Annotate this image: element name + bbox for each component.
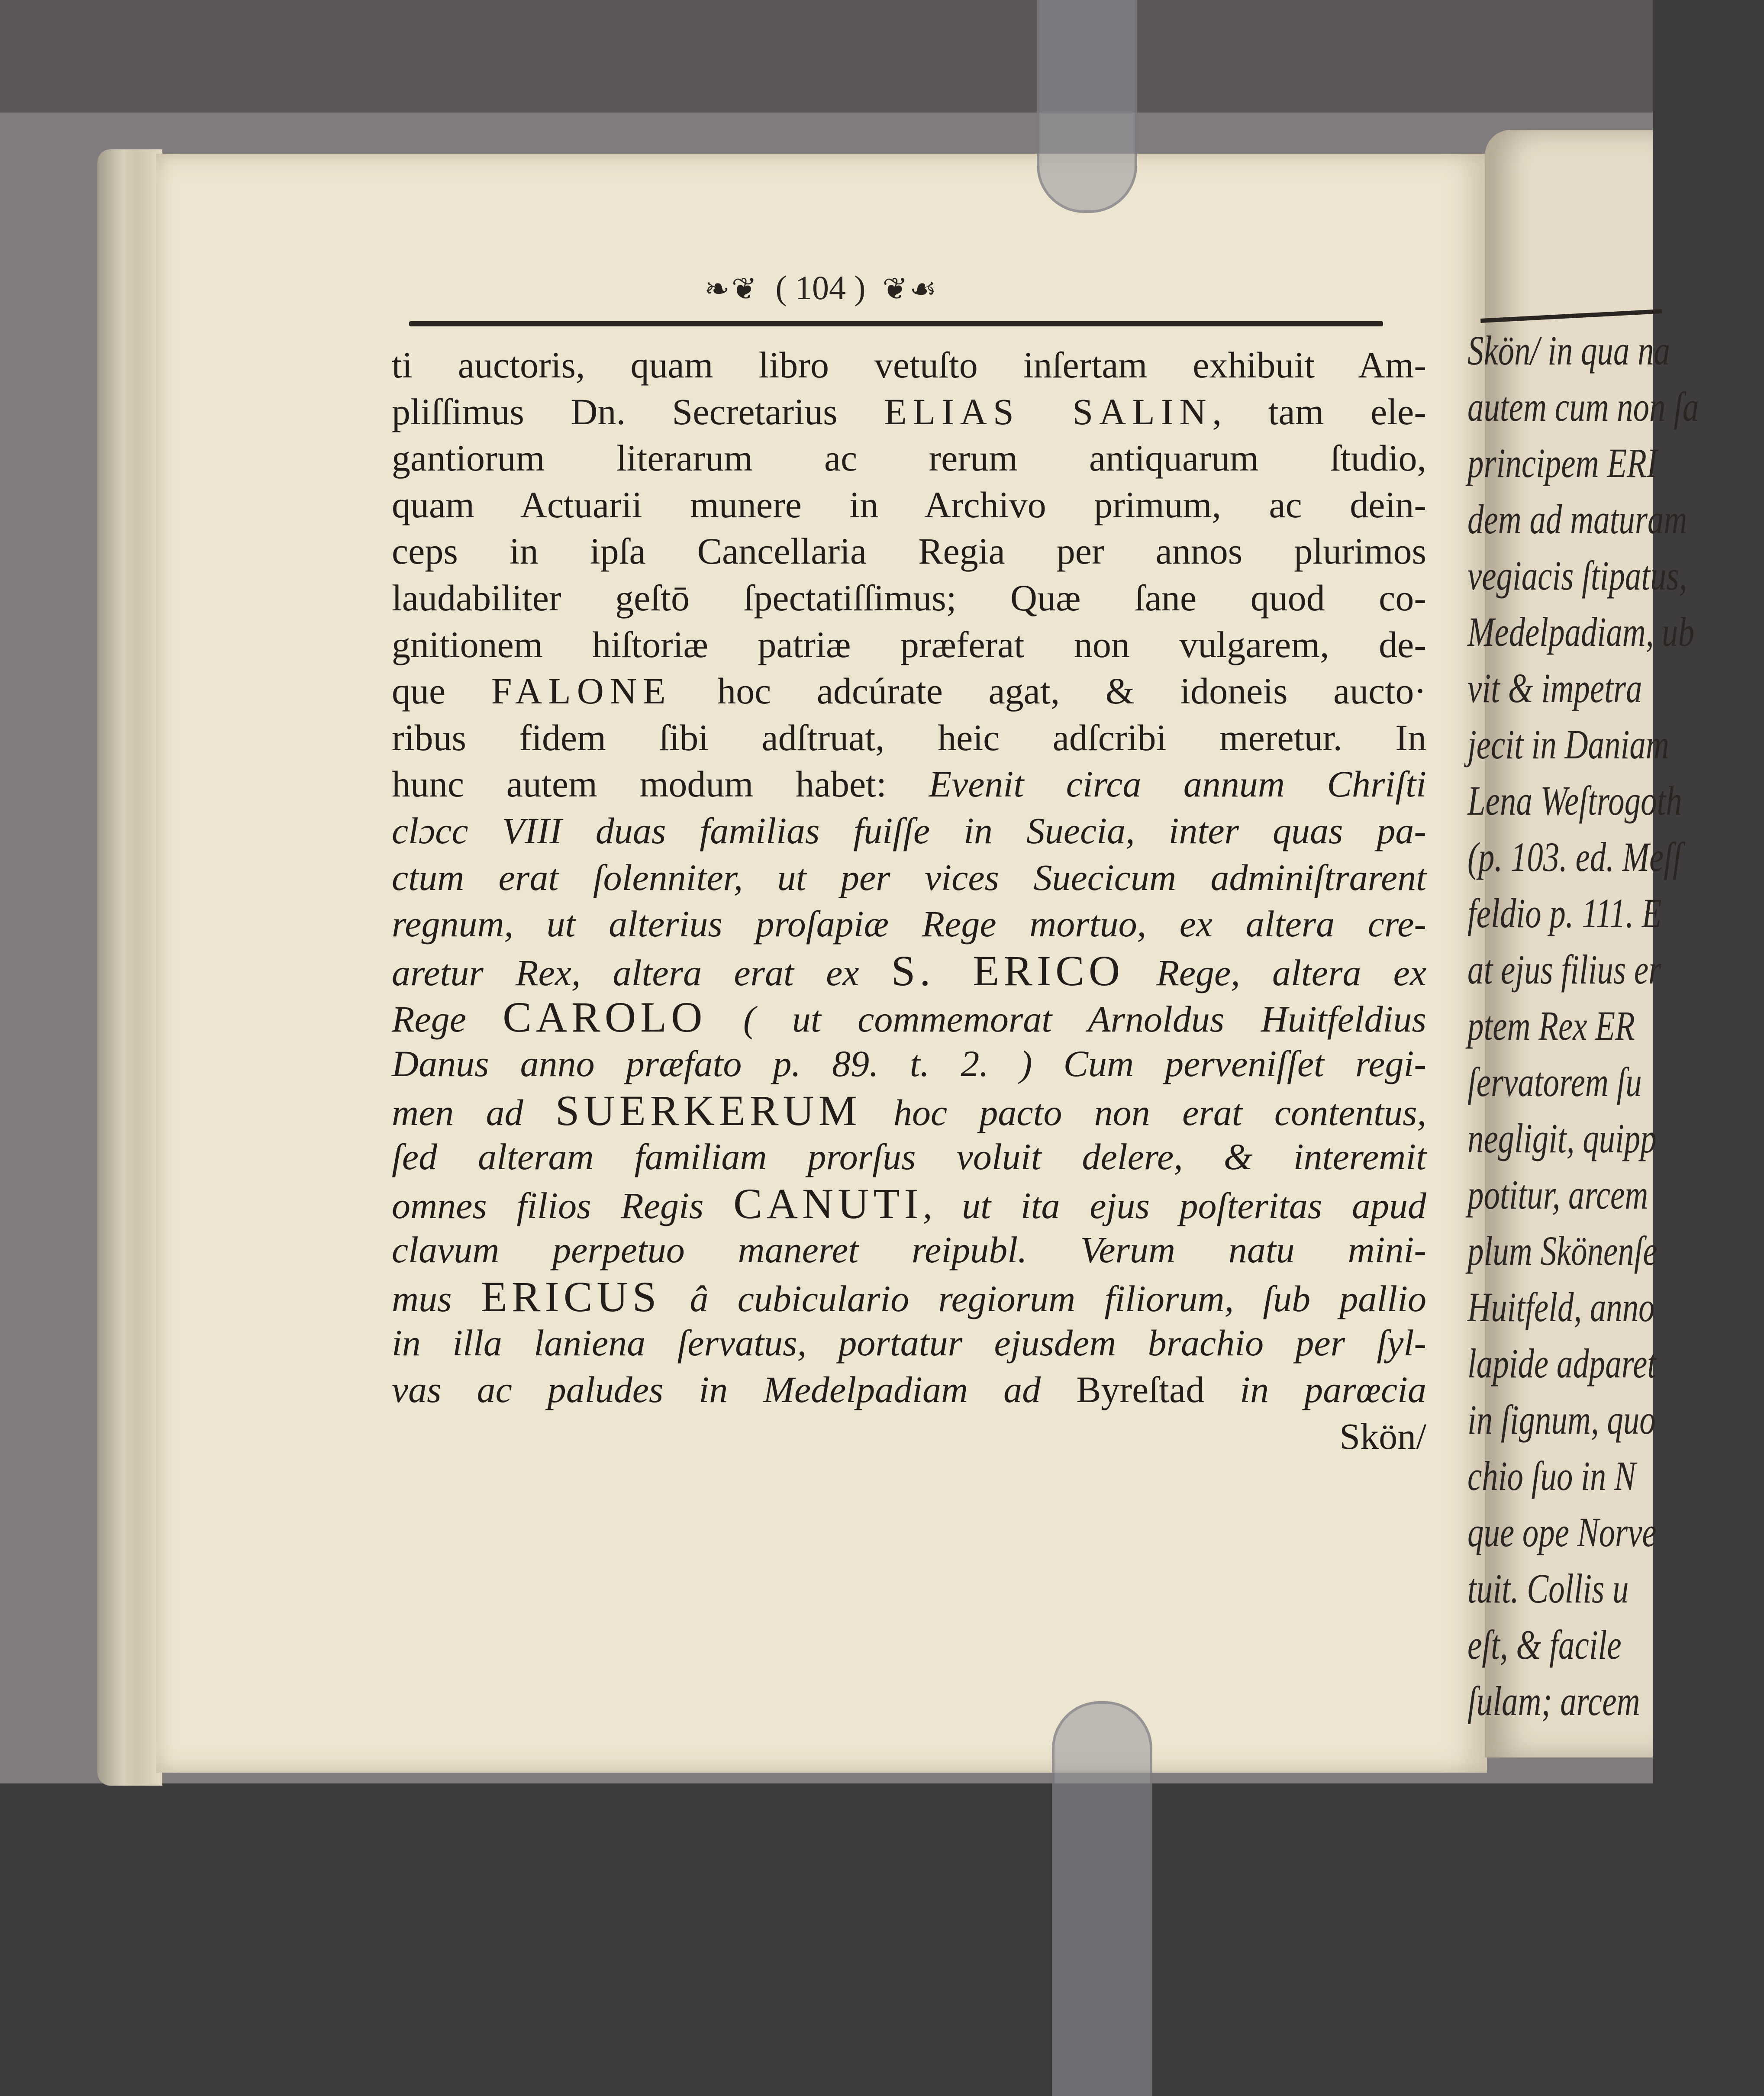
- text-segment: ELIAS SALIN: [884, 390, 1213, 432]
- text-segment: mus: [392, 1277, 481, 1319]
- text-segment: in parœcia: [1204, 1369, 1426, 1411]
- header-rule: [409, 321, 1383, 326]
- text-segment: gnitionem hiſtoriæ patriæ præferat non vulgarem, de-: [392, 623, 1426, 665]
- right-page-line: (p. 103. ed. Meſſ: [1467, 834, 1682, 880]
- text-segment: CAROLO: [503, 993, 707, 1042]
- text-line: [392, 528, 1426, 575]
- page-clip-top: [1037, 0, 1137, 213]
- text-segment: hoc adcúrate agat, & idoneis aucto·: [671, 670, 1426, 712]
- text-segment: ribus fidem ſibi adſtruat, heic adſcribi meretur. In: [392, 716, 1426, 758]
- ornament-right-icon: ❦☙: [882, 273, 938, 306]
- text-line: [392, 1041, 1426, 1087]
- text-segment: quam Actuarii munere in Archivo primum, ac dein-: [392, 484, 1426, 526]
- right-page-line: in ſignum, quo: [1467, 1396, 1656, 1443]
- text-line: [392, 761, 1426, 808]
- text-segment: S. ERICO: [891, 946, 1125, 995]
- text-segment: Danus anno præfato p. 89. t. 2. ) Cum perveniſſet regi-: [392, 1042, 1426, 1084]
- text-line: [392, 1180, 1426, 1227]
- text-segment: omnes filios Regis: [392, 1184, 734, 1226]
- text-segment: CANUTI: [733, 1179, 923, 1228]
- right-page-line: negligit, quipp: [1467, 1115, 1657, 1161]
- right-page-line: jecit in Daniam: [1467, 721, 1669, 767]
- background-top: [0, 0, 1653, 113]
- text-segment: in illa laniena ſervatus, portatur ejusdem brachio per ſyl-: [392, 1322, 1426, 1364]
- text-segment: Byreſtad: [1076, 1369, 1205, 1411]
- page-header: [156, 268, 1487, 307]
- text-line: [392, 948, 1426, 994]
- text-line: [392, 342, 1426, 389]
- text-segment: men ad: [392, 1091, 555, 1133]
- right-page-line: feldio p. 111. E: [1467, 890, 1662, 936]
- text-line: [392, 1227, 1426, 1274]
- right-page-line: ſulam; arcem: [1467, 1678, 1640, 1724]
- text-line: [392, 1367, 1426, 1413]
- text-line: [392, 1274, 1426, 1320]
- text-segment: hoc pacto non erat contentus,: [861, 1091, 1427, 1133]
- right-page-line: Medelpadiam, ub: [1467, 609, 1695, 655]
- text-segment: ſed alteram familiam prorſus voluit delere, & interemit: [392, 1136, 1426, 1178]
- text-line: [392, 482, 1426, 529]
- right-page-line: eſt, & facile: [1467, 1622, 1622, 1668]
- catchword: Skön/: [1339, 1415, 1426, 1457]
- text-segment: ctum erat ſolenniter, ut per vices Suecicum adminiſtrarent: [392, 856, 1426, 898]
- page-number: ( 104 ): [775, 269, 866, 306]
- text-segment: aretur Rex, altera erat ex: [392, 951, 891, 993]
- right-page-line: autem cum non ſa: [1467, 384, 1699, 430]
- text-segment: SUERKERUM: [555, 1086, 861, 1135]
- text-segment: ti auctoris, quam libro vetuſto inſertam exhibuit Am-: [392, 344, 1426, 386]
- text-segment: que: [392, 670, 491, 712]
- text-segment: ( ut commemorat Arnoldus Huitfeldius: [706, 998, 1427, 1040]
- right-page-line: dem ad maturam: [1467, 496, 1687, 542]
- text-line: [392, 1087, 1426, 1134]
- text-segment: pliſſimus Dn. Secretarius: [392, 390, 884, 432]
- text-segment: hunc autem modum habet:: [392, 763, 929, 805]
- text-segment: FALONE: [491, 670, 672, 712]
- text-line: [392, 389, 1426, 435]
- text-segment: Rege: [392, 998, 503, 1040]
- right-page-line: que ope Norve: [1467, 1509, 1657, 1555]
- text-line: [392, 855, 1426, 901]
- text-line: [392, 1134, 1426, 1180]
- text-segment: ERICUS: [481, 1272, 661, 1321]
- right-page-line: chio ſuo in N: [1467, 1453, 1636, 1499]
- right-page-line: Huitfeld, anno: [1467, 1284, 1655, 1330]
- right-page-line: vit & impetra: [1467, 665, 1642, 711]
- text-segment: gantiorum literarum ac rerum antiquarum ſtudio,: [392, 437, 1426, 479]
- text-segment: , tam ele-: [1212, 390, 1426, 432]
- text-segment: laudabiliter geſtō ſpectatiſſimus; Quæ ſane quod co-: [392, 577, 1426, 619]
- text-segment: clavum perpetuo maneret reipubl. Verum natu mini-: [392, 1229, 1426, 1271]
- right-page-line: potitur, arcem: [1467, 1171, 1648, 1218]
- right-page-line: plum Skönenſe: [1467, 1228, 1658, 1274]
- text-line: [392, 435, 1426, 482]
- text-segment: ceps in ipſa Cancellaria Regia per annos plurimos: [392, 530, 1426, 572]
- page-edges: [97, 149, 162, 1786]
- text-line: [392, 715, 1426, 761]
- text-line: [392, 668, 1426, 715]
- right-page-line: tuit. Collis u: [1467, 1565, 1629, 1612]
- text-segment: clɔcc VIII duas familias fuiſſe in Suecia, inter quas pa-: [392, 809, 1426, 851]
- text-line: [392, 808, 1426, 855]
- text-segment: Evenit circa annum Chriſti: [929, 763, 1426, 805]
- right-page-line: lapide adparet: [1467, 1340, 1657, 1387]
- text-segment: , ut ita ejus poſteritas apud: [922, 1184, 1426, 1226]
- body-text: [392, 342, 1426, 1460]
- text-line: [392, 994, 1426, 1041]
- page-clip-bottom: [1052, 1701, 1152, 2096]
- ornament-left-icon: ❧❦: [704, 273, 759, 306]
- right-page-line: at ejus filius er: [1467, 946, 1661, 993]
- right-page-text: [1467, 322, 1764, 1729]
- text-line: [392, 622, 1426, 668]
- text-line: [392, 575, 1426, 622]
- right-page-line: ptem Rex ER: [1467, 1003, 1635, 1049]
- right-page-line: ſervatorem ſu: [1467, 1059, 1642, 1105]
- text-segment: regnum, ut alterius proſapiæ Rege mortuo, ex altera cre-: [392, 903, 1426, 945]
- text-line: [392, 901, 1426, 948]
- right-page-line: Lena Weſtrogoth: [1467, 777, 1682, 824]
- text-line: [392, 1320, 1426, 1367]
- text-segment: Rege, altera ex: [1124, 951, 1426, 993]
- right-page-line: Skön/ in qua na: [1467, 327, 1670, 374]
- text-segment: vas ac paludes in Medelpadiam ad: [392, 1369, 1077, 1411]
- text-segment: â cubiculario regiorum filiorum, ſub pallio: [661, 1277, 1426, 1319]
- right-page-line: vegiacis ſtipatus,: [1467, 552, 1687, 599]
- right-page-line: principem ERI: [1467, 440, 1658, 486]
